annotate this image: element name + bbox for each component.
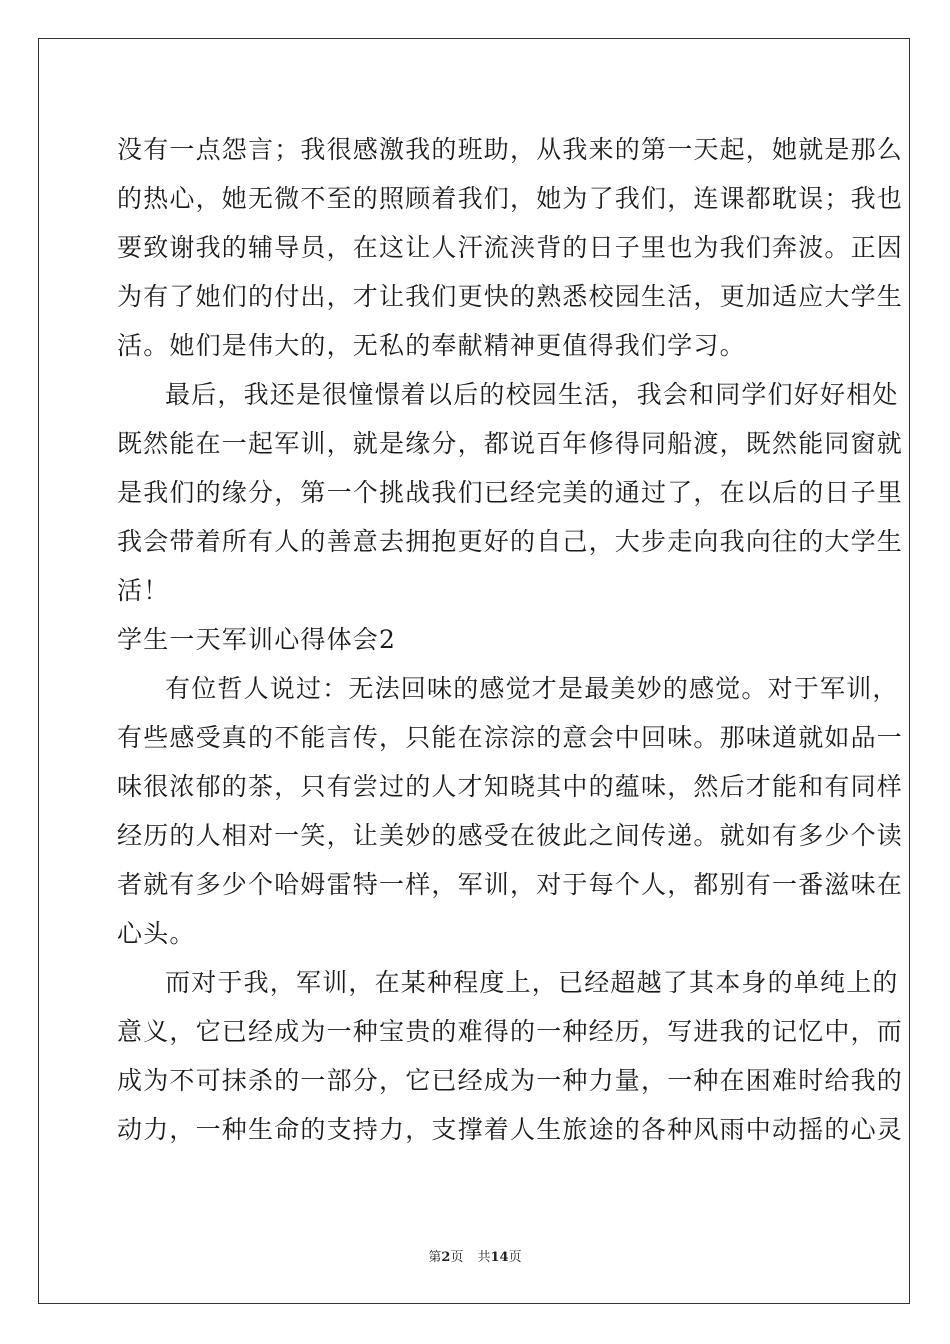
text-line: 意义，它已经成为一种宝贵的难得的一种经历，写进我的记忆中，而 bbox=[117, 1017, 904, 1046]
text-line: 没有一点怨言；我很感激我的班助，从我来的第一天起，她就是那么 bbox=[117, 135, 904, 164]
section-heading: 学生一天军训心得体会2 bbox=[117, 625, 397, 654]
total-pages: 14 bbox=[490, 1250, 509, 1265]
text-line: 成为不可抹杀的一部分，它已经成为一种力量，一种在困难时给我的 bbox=[117, 1066, 904, 1095]
text-line: 活！ bbox=[117, 576, 170, 605]
text-line: 心头。 bbox=[117, 919, 196, 948]
text-line: 者就有多少个哈姆雷特一样，军训，对于每个人，都别有一番滋味在 bbox=[117, 870, 904, 899]
page-prefix: 第 bbox=[428, 1250, 442, 1265]
text-line: 味很浓郁的茶，只有尝过的人才知晓其中的蕴味，然后才能和有同样 bbox=[117, 772, 904, 801]
text-line: 既然能在一起军训，就是缘分，都说百年修得同船渡，既然能同窗就 bbox=[117, 429, 904, 458]
page-footer bbox=[0, 1246, 950, 1265]
text-line: 有位哲人说过：无法回味的感觉才是最美妙的感觉。对于军训， bbox=[165, 674, 899, 703]
page-number: 2 bbox=[441, 1250, 451, 1265]
text-line: 最后，我还是很憧憬着以后的校园生活，我会和同学们好好相处 bbox=[165, 380, 899, 409]
text-line: 我会带着所有人的善意去拥抱更好的自己，大步走向我向往的大学生 bbox=[117, 527, 904, 556]
text-line: 为有了她们的付出，才让我们更快的熟悉校园生活，更加适应大学生 bbox=[117, 282, 904, 311]
total-prefix: 共 bbox=[477, 1250, 491, 1265]
text-line: 动力，一种生命的支持力，支撑着人生旅途的各种风雨中动摇的心灵 bbox=[117, 1115, 904, 1144]
page-suffix: 页 bbox=[450, 1250, 464, 1265]
text-line: 而对于我，军训，在某种程度上，已经超越了其本身的单纯上的 bbox=[165, 968, 899, 997]
text-line: 的热心，她无微不至的照顾着我们，她为了我们，连课都耽误；我也 bbox=[117, 184, 904, 213]
text-line: 经历的人相对一笑，让美妙的感受在彼此之间传递。就如有多少个读 bbox=[117, 821, 904, 850]
text-line: 有些感受真的不能言传，只能在淙淙的意会中回味。那味道就如品一 bbox=[117, 723, 904, 752]
total-suffix: 页 bbox=[508, 1250, 522, 1265]
text-line: 是我们的缘分，第一个挑战我们已经完美的通过了，在以后的日子里 bbox=[117, 478, 904, 507]
text-line: 活。她们是伟大的，无私的奉献精神更值得我们学习。 bbox=[117, 331, 746, 360]
text-line: 要致谢我的辅导员，在这让人汗流浃背的日子里也为我们奔波。正因 bbox=[117, 233, 904, 262]
